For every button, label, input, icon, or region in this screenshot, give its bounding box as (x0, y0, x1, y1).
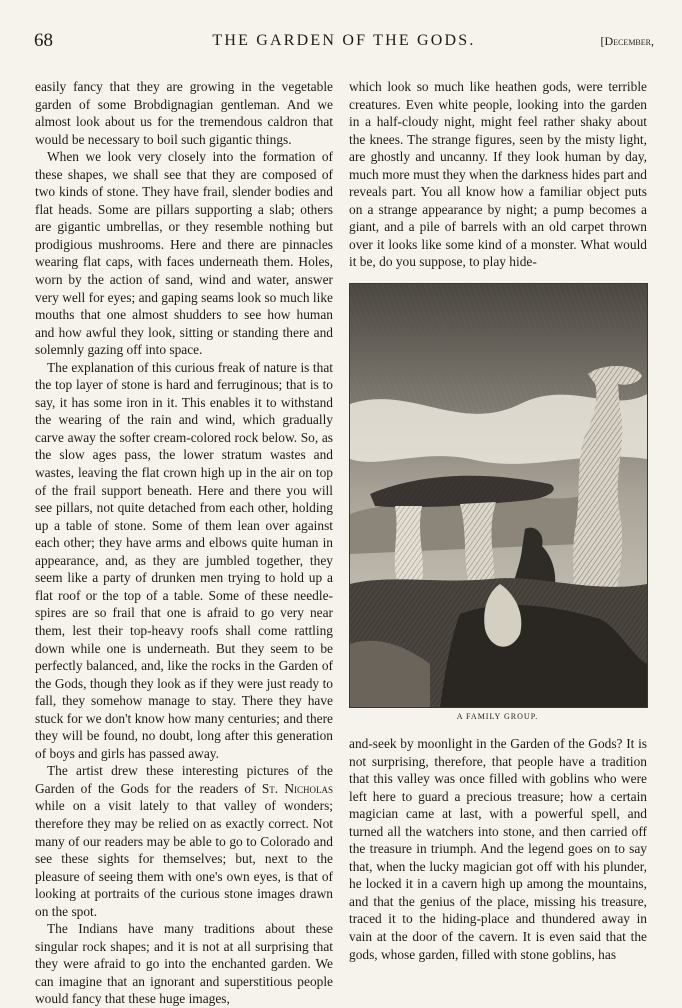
left-column (35, 78, 333, 1008)
paragraph: When we look very closely into the formation of these shapes, we shall see that they are composed of two kinds of stone. They have frail, slender bodies and flat heads. Some are pillars supporting a slab; others are gigantic umbrellas, or they resemble nothing but prodigious mushrooms. Here and there are pinnacles wearing flat caps, with faces underneath them. Holes, worn by the action of sand, wind and water, answer very well for eyes; and gaping seams look so much like mouths that one almost shudders to see how human and how awful they look, sitting or standing there and solemnly gazing off into space. (35, 149, 333, 358)
figure-caption: A FAMILY GROUP. (456, 712, 539, 721)
running-title: THE GARDEN OF THE GODS. (212, 32, 476, 49)
paragraph: The Indians have many traditions about these singular rock shapes; and it is not at all surprising that they were afraid to go into the enchanted garden. We can imagine that an ignorant and superstitious people would fancy that these huge images, (35, 921, 333, 1007)
paragraph: The explanation of this curious freak of nature is that the top layer of stone is hard and ferruginous; that is to say, it has some iron in it. This enables it to withstand the wearing of the rain and wind, which gradually carve away the softer cream-colored rock below. So, as the slow ages pass, the lower stratum wastes and wastes, leaving the flat crown high up in the air on top of the frail support beneath. Here and there you will see pillars, not quite detached from each other, holding up a table of stone. Some of them lean over against each other; they have arms and elbows quite human in appearance, and, as they are jumbled together, they seem like a party of drunken men trying to hold up a flat roof or the top of a table. Some of these needle-spires are so frail that one is afraid to go very near them, lest their top-heavy roofs shall come rattling down while one is underneath. But they seem to be perfectly balanced, and, like the rocks in the Garden of the Gods, though they look as if they were just ready to fall, they somehow manage to stay. There they have stuck for we don't know how many centuries; and there they will be found, no doubt, long after this generation of boys and girls has passed away. (35, 359, 333, 761)
text-run: while on a visit lately to that valley of wonders; therefore they may be relied on as exactly correct. Not many of our readers may be able to go to Colorado and see these sights for themselves; but, next to the pleasure of seeing them with one's own eyes, is that of looking at portraits of the curious stone images drawn on the spot. (35, 798, 333, 919)
magazine-name: St. Nicholas (261, 780, 334, 796)
text-run: The artist drew these interesting pictures of the Garden of the Gods for the readers of (35, 763, 333, 796)
paragraph: and-seek by moonlight in the Garden of the Gods? It is not surprising, therefore, that people have a tradition that this valley was once filled with goblins who were left here to guard a precious treasure; how a certain magician came at last, with a powerful spell, and turned all the watchers into stone, and then carried off the treasure in triumph. And the legend goes on to say that, when the lucky magician got off with his plunder, he locked it in a cavern high up among the mountains, and that the genius of the place, missing his treasure, traced it to the hiding-place and thundered away in vain at the door of the cavern. It is even said that the gods, whose garden, filled with stone goblins, has (349, 736, 647, 962)
right-column-bottom (349, 735, 647, 963)
paragraph: easily fancy that they are growing in the vegetable garden of some Brobdignagian gentleman. And we almost look about us for the tremendous caldron that would be necessary to boil such gigantic things. (35, 79, 333, 147)
engraving-illustration (349, 283, 648, 708)
page-header (34, 30, 654, 54)
paragraph: which look so much like heathen gods, were terrible creatures. Even white people, looking into the garden in a half-cloudy night, might feel rather shaky about the knees. The strange figures, seen by the misty light, are ghostly and uncanny. If they look human by day, much more must they when the darkness hides part and reveals part. You all know how a familiar object puts on a strange appearance by night; a pump becomes a giant, and a pile of barrels with an old carpet thrown over it looks like some kind of a monster. What would it be, do you suppose, to play hide- (349, 79, 647, 270)
page-number: 68 (34, 30, 53, 51)
running-month: [December, (600, 34, 654, 48)
right-column-top (349, 78, 647, 271)
rock-formations-engraving (350, 284, 647, 707)
paragraph (35, 762, 333, 920)
